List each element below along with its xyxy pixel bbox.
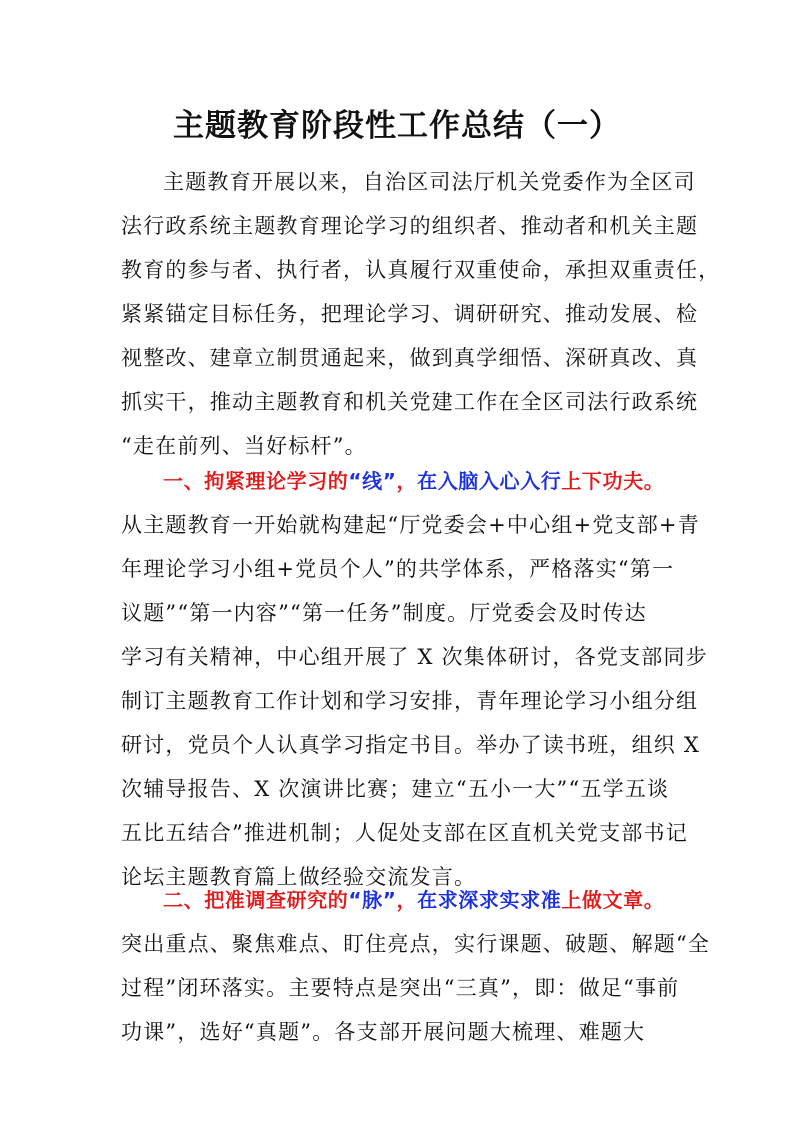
intro-line: 紧紧锚定目标任务，把理论学习、调研研究、推动发展、检 bbox=[121, 302, 699, 326]
intro-paragraph bbox=[121, 160, 721, 468]
body-line: 论坛主题教育篇上做经验交流发言。 bbox=[121, 865, 477, 889]
body-line: 突出重点、聚焦难点、盯住亮点，实行课题、破题、解题“全 bbox=[121, 932, 711, 956]
section-2-heading bbox=[121, 878, 681, 922]
intro-line: 视整改、建章立制贯通起来，做到真学细悟、深研真改、真 bbox=[121, 346, 699, 370]
heading-blue-part: 在求深求实求准 bbox=[417, 888, 562, 912]
body-line: 年理论学习小组+党员个人”的共学体系，严格落实“第一 bbox=[121, 557, 675, 581]
document-title: 主题教育阶段性工作总结（一） bbox=[173, 108, 621, 144]
body-line: 制订主题教育工作计划和学习安排，青年理论学习小组分组 bbox=[121, 689, 699, 713]
heading-red-part: 一、拘紧理论学习的 bbox=[163, 469, 349, 493]
body-line: 从主题教育一开始就构建起“厅党委会+中心组+党支部+青 bbox=[121, 513, 700, 537]
heading-red-part: ， bbox=[396, 469, 418, 493]
body-line: 研讨，党员个人认真学习指定书目。举办了读书班，组织 X bbox=[121, 733, 701, 757]
heading-blue-part: “脉” bbox=[348, 888, 397, 912]
heading-red-part: 二、把准调查研究的 bbox=[163, 888, 349, 912]
intro-line: 抓实干，推动主题教育和机关党建工作在全区司法行政系统 bbox=[121, 390, 699, 414]
body-line: 过程”闭环落实。主要特点是突出“三真”，即：做足“事前 bbox=[121, 976, 680, 1000]
heading-blue-part: “线” bbox=[348, 469, 397, 493]
heading-red-part: ， bbox=[396, 888, 418, 912]
intro-line: 法行政系统主题教育理论学习的组织者、推动者和机关主题 bbox=[121, 214, 699, 238]
heading-red-part: 上做文章。 bbox=[561, 888, 665, 912]
body-line: 学习有关精神，中心组开展了 X 次集体研讨，各党支部同步 bbox=[121, 645, 708, 669]
intro-line: “走在前列、当好标杆”。 bbox=[121, 434, 367, 458]
body-line: 次辅导报告、X 次演讲比赛；建立“五小一大”“五学五谈 bbox=[121, 777, 670, 801]
body-line: 议题”“第一内容”“第一任务”制度。厅党委会及时传达 bbox=[121, 601, 647, 625]
body-line: 功课”，选好“真题”。各支部开展问题大梳理、难题大 bbox=[121, 1020, 646, 1044]
section-2-paragraph bbox=[121, 878, 711, 1054]
intro-line: 主题教育开展以来，自治区司法厅机关党委作为全区司 bbox=[163, 170, 696, 194]
section-1-heading bbox=[121, 459, 681, 503]
section-1-paragraph bbox=[121, 459, 708, 899]
intro-line: 教育的参与者、执行者，认真履行双重使命，承担双重责任， bbox=[121, 258, 721, 282]
body-line: 五比五结合”推进机制；人促处支部在区直机关党支部书记 bbox=[121, 821, 688, 845]
heading-red-part: 上下功夫。 bbox=[561, 469, 665, 493]
heading-blue-part: 在入脑入心入行 bbox=[417, 469, 562, 493]
